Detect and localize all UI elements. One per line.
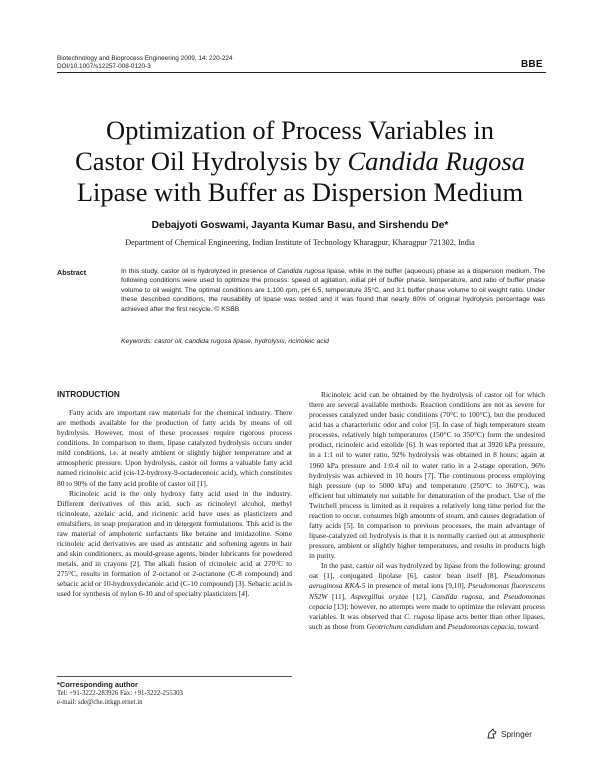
species-name: Pseudomonas aeruginosa KKA-5 xyxy=(309,571,545,591)
footnote-divider xyxy=(57,676,292,677)
text-run: and xyxy=(433,621,448,631)
text-run: [12], xyxy=(408,591,432,601)
abstract-species: Candida rugosa xyxy=(277,268,326,275)
section-heading-introduction: INTRODUCTION xyxy=(57,390,120,399)
paragraph: Ricinoleic acid can be obtained by the hydrolysis of castor oil for which there are several available methods. Reaction conditions are not as severe for processes catalyzed under basic conditions (70°C to 100°C), but the produced acid has a characteristic odor and color [5]. In case of high temperature steam processes, relatively high temperatures (150°C to 350°C) form the undesired product, ricinoleic acid estolide [6]. It was reported that at 3920 kPa pressure, in a 1:1 oil to water ratio, 92% hydrolysis was obtained in 8 hours; again at 1960 kPa pressure and 1:0.4 oil to water ratio in a 2-stage operation, 96% hydrolysis was achieved in 10 hours [7]. The continuous process employing high pressure (up to 5000 kPa) and temperature (250°C to 360°C), was efficient but ultimately not suitable for denaturation of the product. Use of the Twitchell process is limited as it requires a relatively long time period for the reaction to occur, consumes high amounts of steam, and causes degradation of fatty acids [5]. In comparison to previous processes, the main advantage of lipase-catalyzed oil hydrolysis is that it is normally carried out at atmospheric pressure, ambient or slightly higher temperatures, and results in products high in purity. xyxy=(309,390,545,561)
abstract-part: lipase, while in the buffer (aqueous) phase as a dispersion medium. The following conditions were used to optimize the process: speed of agitation, initial pH of buffer phase, temperature, and ratio of buffer phase volume to oil weight. The optimal conditions are 1,100 rpm, pH 6.5, temperature 35°C, and 3:1 buffer phase volume to oil weight ratio. Under these described conditions, the reusability of lipase was tested and it was found that nearly 80% of original hydrolysis percentage was achieved after the first recycle. © KSBB xyxy=(121,268,545,313)
text-run: lipase acts better than other lipases, such as those from xyxy=(309,611,545,631)
paragraph xyxy=(309,561,545,632)
title-line-3: Lipase with Buffer as Dispersion Medium xyxy=(76,177,524,207)
footnote-phone: Tel: +91-3222-283926 Fax: +91-3222-255303 xyxy=(57,690,183,697)
species-name: Geotrichum candidum xyxy=(366,621,434,631)
publisher-name: Springer xyxy=(501,729,532,739)
keywords-text: castor oil, candida rugosa lipase, hydrolysis, ricinoleic acid xyxy=(152,338,329,345)
species-name: C. rugosa xyxy=(404,611,435,621)
text-run: [11], xyxy=(327,591,351,601)
text-run: In the past, castor oil was hydrolyzed by lipase from the following: ground oat [1], conjugated lipolase [6], castor bean itself [8], xyxy=(309,561,545,581)
species-name: Pseudomonas cepacia xyxy=(447,621,514,631)
abstract-label: Abstract xyxy=(57,268,87,277)
text-run: in presence of metal ions [9,10], xyxy=(365,581,468,591)
text-run: , and xyxy=(482,591,504,601)
paragraph: Fatty acids are important raw materials for the chemical industry. There are methods available for the production of fatty acids by means of oil hydrolysis. However, most of these processes require rigorous process conditions. In comparison to them, lipase catalyzed hydrolysis occurs under mild conditions, i.e. at nearly ambient or slightly higher temperature and at atmospheric pressure. Upon hydrolysis, castor oil forms a valuable fatty acid named ricinoleic acid (cis-12-hydroxy-9-octadecenoic acid), which constitutes 80 to 90% of the fatty acid profile of castor oil [1]. xyxy=(57,408,292,488)
footnote-email: e-mail: sde@che.iitkgp.ernet.in xyxy=(57,699,143,706)
journal-line: Biotechnology and Bioprocess Engineering 2009, 14: 220-224 xyxy=(57,55,233,62)
journal-citation xyxy=(57,55,233,71)
species-name: Aspergillus oryzae xyxy=(350,591,409,601)
author-list: Debajyoti Goswami, Jayanta Kumar Basu, and Sirshendu De* xyxy=(151,220,449,231)
text-run: , toward xyxy=(513,621,539,631)
paragraph: Ricinoleic acid is the only hydroxy fatty acid used in the industry. Different derivatives of this acid, such as ricinoleyl alcohol, methyl ricinoleate, azelaic acid, and ricinenic acid have uses as plasticizers and emulsifiers, in soap preparation and in detergent formulations. This acid is the raw material of amphoteric surfactants like betaine and imidazoline. Some ricinoleic acid derivatives are used as antistatic and softening agents in hair and skin conditioners, as mould-grease agents, binder lubricants for powdered metals, and in crayons [2]. The alkali fusion of ricinoleic acid at 270°C to 275°C, results in formation of 2-octanol or 2-octanone (C-8 compound) and sebacic acid or 10-hydroxydecanoic acid (C-10 compound) [3]. Sebacic acid is used for synthesis of nylon 6-10 and of specialty plasticizers [4]. xyxy=(57,488,292,599)
title-line-2-text: Castor Oil Hydrolysis by xyxy=(75,146,348,176)
article-title xyxy=(40,115,560,208)
title-species: Candida Rugosa xyxy=(347,146,525,176)
abstract-part: In this study, castor oil is hydrolyzed in presence of xyxy=(121,268,278,275)
corresponding-author-footnote xyxy=(57,680,292,707)
species-name: Candida rugosa xyxy=(431,591,483,601)
springer-horse-icon xyxy=(486,728,498,740)
publisher-logo xyxy=(486,728,532,740)
doi-line: DOI/10.1007/s12257-008-0120-3 xyxy=(57,63,151,71)
keywords xyxy=(121,338,545,345)
title-line-1: Optimization of Process Variables in xyxy=(105,115,495,145)
species-name: Pseudomonas cepacia xyxy=(309,591,545,611)
affiliation: Department of Chemical Engineering, Indian Institute of Technology Kharagpur, Kharagpur 721302, India xyxy=(125,238,475,247)
keywords-label: Keywords: xyxy=(121,338,153,345)
left-column xyxy=(57,408,292,599)
abstract-text xyxy=(121,267,545,314)
footnote-heading: *Corresponding author xyxy=(57,680,138,689)
title-line-2 xyxy=(40,146,560,177)
right-column xyxy=(309,390,545,632)
text-run: [13]; however, no attempts were made to optimize the relevant process variables. It was observed that xyxy=(309,601,545,621)
species-name: Pseudomonas fluorescens NS2W xyxy=(309,581,545,601)
header-divider xyxy=(57,72,546,73)
journal-badge: BBE xyxy=(521,59,543,70)
